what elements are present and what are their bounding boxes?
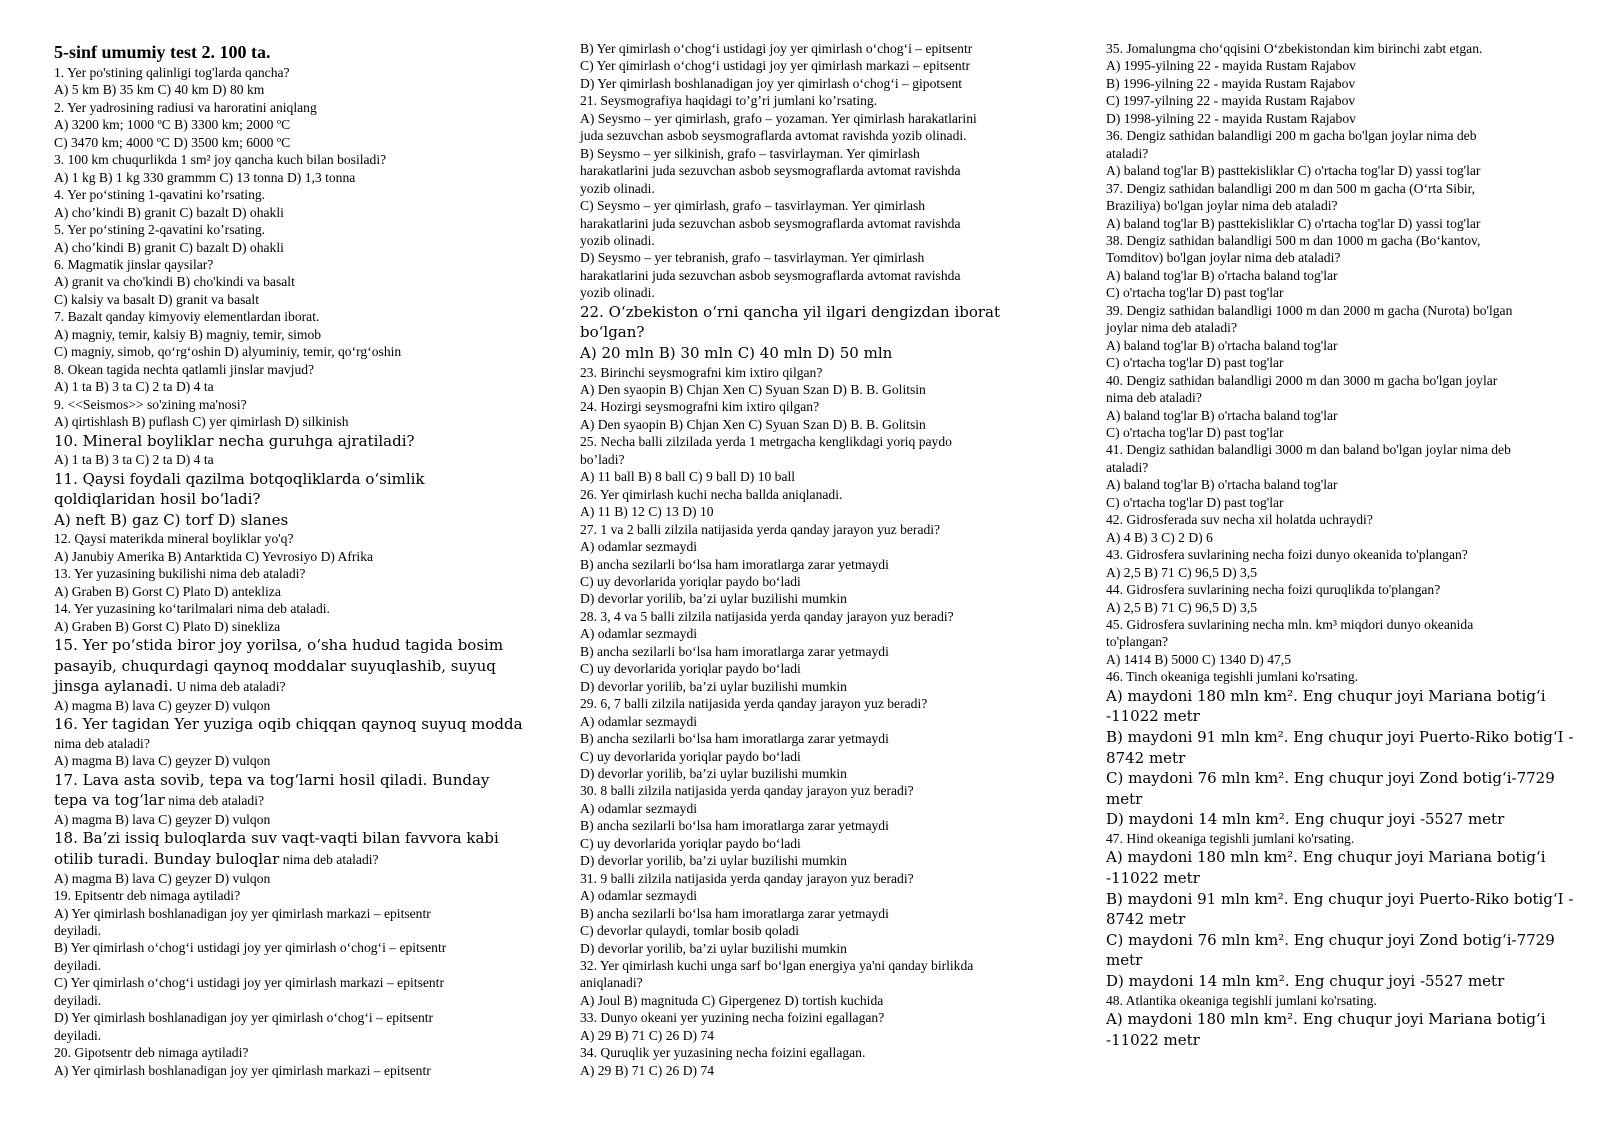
text-line: 40. Dengiz sathidan balandligi 2000 m dan 3000 m gacha bo'lgan joylar [1106,372,1498,388]
text-line: B) Yer qimirlash o‘chog‘i ustidagi joy yer qimirlash o‘chog‘i – epitsentr [580,41,973,56]
text-line: 6. Magmatik jinslar qaysilar? [54,256,214,272]
col1-lines-b [54,451,524,468]
text-line: 26. Yer qimirlash kuchi necha ballda aniqlanadi. [580,486,843,502]
text-line: to'plangan? [1106,634,1169,650]
q47-options [1106,847,1576,991]
q15-answers: A) magma B) lava C) geyzer D) vulqon [54,697,271,713]
col1-lines-d [54,887,524,1079]
text-line: C) o'rtacha tog'lar D) past tog'lar [1106,494,1284,510]
text-line: C) uy devorlarida yoriqlar paydo bo‘ladi [580,835,801,851]
text-line: 9. <<Seismos>> so'zining ma'nosi? [54,396,247,412]
text-line: C) devorlar qulaydi, tomlar bosib qoladi [580,923,799,939]
text-line: 2. Yer yadrosining radiusi va haroratini aniqlang [54,99,317,115]
text-line: yozib olinadi. [580,285,655,301]
text-line: 5. Yer po‘stining 2-qavatini ko’rsating. [54,222,266,238]
text-line: A) odamlar sezmaydi [580,800,698,816]
q48-options [1106,1009,1576,1050]
text-line: aniqlanadi? [580,975,643,991]
text-line: D) devorlar yorilib, ba’zi uylar buzilishi mumkin [580,591,847,607]
text-line: yozib olinadi. [580,180,655,196]
text-line: D) 1998-yilning 22 - mayida Rustam Rajabov [1106,110,1356,126]
text-line: 21. Seysmografiya haqidagi to’g’ri jumlani ko’rsating. [580,93,878,109]
text-line: A) Graben B) Gorst C) Plato D) sinekliza [54,618,281,634]
text-line: 3. 100 km chuqurlikda 1 sm² joy qancha kuch bilan bosiladi? [54,152,387,168]
text-line: A) baland tog'lar B) pasttekisliklar C) o'rtacha tog'lar D) yassi tog'lar [1106,163,1481,179]
text-line: harakatlarini juda sezuvchan asbob seysmograflarda avtomat ravishda [580,163,961,179]
text-line: A) odamlar sezmaydi [580,713,698,729]
text-line: 38. Dengiz sathidan balandligi 500 m dan 1000 m gacha (Bo‘kantov, [1106,232,1481,248]
text-line: 41. Dengiz sathidan balandligi 3000 m dan baland bo'lgan joylar nima deb [1106,442,1511,458]
text-line: B) ancha sezilarli bo‘lsa ham imoratlarga zarar yetmaydi [580,556,889,572]
text-line: A) cho’kindi B) granit C) bazalt D) ohakli [54,204,284,220]
text-line: 35. Jomalungma cho‘qqisini O‘zbekistondan kim birinchi zabt etgan. [1106,41,1483,56]
text-line: A) 29 B) 71 C) 26 D) 74 [580,1027,715,1043]
q16-answers: A) magma B) lava C) geyzer D) vulqon [54,753,271,769]
col2-lines-a [580,40,1050,302]
text-line: 20. Gipotsentr deb nimaga aytiladi? [54,1045,249,1061]
column-2 [580,40,1050,1079]
text-line: 45. Gidrosfera suvlarining necha mln. km³ miqdori dunyo okeanida [1106,616,1474,632]
text-line: C) Seysmo – yer qimirlash, grafo – tasvirlayman. Yer qimirlash [580,198,926,214]
text-line: 34. Quruqlik yer yuzasining necha foizini egallagan. [580,1045,866,1061]
text-line: 33. Dunyo okeani yer yuzining necha foizini egallagan? [580,1010,885,1026]
text-line: A) baland tog'lar B) o'rtacha baland tog'lar [1106,337,1338,353]
text-line: 19. Epitsentr deb nimaga aytiladi? [54,888,241,904]
text-line: D) Yer qimirlash boshlanadigan joy yer qimirlash o‘chog‘i – gipotsent [580,75,963,91]
answer-option: A) maydoni 180 mln km². Eng chuqur joyi Mariana botig‘i -11022 metr [1106,1009,1546,1049]
q22-answers: A) 20 mln B) 30 mln C) 40 mln D) 50 mln [580,343,893,362]
text-line: A) 1 ta B) 3 ta C) 2 ta D) 4 ta [54,379,214,395]
text-line: A) 2,5 B) 71 C) 96,5 D) 3,5 [1106,599,1258,615]
text-line: A) baland tog'lar B) o'rtacha baland tog'lar [1106,407,1338,423]
text-line: 23. Birinchi seysmografni kim ixtiro qilgan? [580,364,823,380]
text-line: harakatlarini juda sezuvchan asbob seysmograflarda avtomat ravishda [580,267,961,283]
text-line: 13. Yer yuzasining bukilishi nima deb ataladi? [54,566,306,582]
text-line: C) Yer qimirlash o‘chog‘i ustidagi joy yer qimirlash markazi – epitsentr [54,975,444,991]
text-line: D) devorlar yorilib, ba’zi uylar buzilishi mumkin [580,766,847,781]
text-line: 44. Gidrosfera suvlarining necha foizi quruqlikda to'plangan? [1106,582,1441,598]
q15-question: 15. Yer po‘stida biror joy yorilsa, o‘sha hudud tagida bosim pasayib, chuqurdagi qaynoq moddalar suyuqlashib, suyuq jinsga aylanadi. U nima deb ataladi? [54,636,504,696]
text-line: 7. Bazalt qanday kimyoviy elementlardan iborat. [54,309,320,325]
text-line: Braziliya) bo'lgan joylar nima deb ataladi? [1106,198,1338,214]
text-line: A) baland tog'lar B) o'rtacha baland tog'lar [1106,477,1338,493]
text-line: D) devorlar yorilib, ba’zi uylar buzilishi mumkin [580,853,847,869]
text-line: A) odamlar sezmaydi [580,888,698,904]
page-title: 5-sinf umumiy test 2. 100 ta. [54,42,271,62]
text-line: 14. Yer yuzasining ko‘tarilmalari nima deb ataladi. [54,601,330,617]
text-line: A) Seysmo – yer qimirlash, grafo – yozaman. Yer qimirlash harakatlarini [580,110,977,126]
text-line: 31. 9 balli zilzila natijasida yerda qanday jarayon yuz beradi? [580,870,914,886]
text-line: juda sezuvchan asbob seysmograflarda avtomat ravishda yozib olinadi. [580,128,967,144]
text-line: 32. Yer qimirlash kuchi unga sarf bo‘lgan energiya ya'ni qanday birlikda [580,957,974,973]
q11-question: 11. Qaysi foydali qazilma botqoqliklarda o‘simlik qoldiqlaridan hosil bo‘ladi? [54,469,425,509]
text-line: 8. Okean tagida nechta qatlamli jinslar mavjud? [54,361,315,377]
q11-answers: A) neft B) gaz C) torf D) slanes [54,510,289,529]
text-line: 43. Gidrosfera suvlarining necha foizi dunyo okeanida to'plangan? [1106,547,1468,563]
col2-lines-b [580,364,1050,1080]
text-line: A) magniy, temir, kalsiy B) magniy, temir, simob [54,326,322,342]
text-line: A) 1995-yilning 22 - mayida Rustam Rajabov [1106,58,1356,74]
text-line: ataladi? [1106,145,1149,161]
text-line: B) ancha sezilarli bo‘lsa ham imoratlarga zarar yetmaydi [580,905,889,921]
text-line: C) 3470 km; 4000 ºC D) 3500 km; 6000 ºC [54,134,291,150]
text-line: C) Yer qimirlash o‘chog‘i ustidagi joy yer qimirlash markazi – epitsentr [580,58,970,74]
text-line: 39. Dengiz sathidan balandligi 1000 m dan 2000 m gacha (Nurota) bo'lgan [1106,302,1513,318]
text-line: A) 11 ball B) 8 ball C) 9 ball D) 10 ball [580,469,796,485]
text-line: joylar nima deb ataladi? [1106,320,1237,336]
q22-question: 22. O‘zbekiston o‘rni qancha yil ilgari dengizdan iborat bo‘lgan? [580,302,1001,342]
text-line: C) 1997-yilning 22 - mayida Rustam Rajabov [1106,93,1356,109]
text-line: yozib olinadi. [580,232,655,248]
text-line: A) qirtishlash B) puflash C) yer qimirlash D) silkinish [54,414,349,430]
text-line: A) odamlar sezmaydi [580,626,698,642]
text-line: 12. Qaysi materikda mineral boyliklar yo'q? [54,531,294,547]
text-line: B) Yer qimirlash o‘chog‘i ustidagi joy yer qimirlash o‘chog‘i – epitsentr [54,940,447,956]
text-line: A) Graben B) Gorst C) Plato D) antekliza [54,583,281,599]
text-line: 4. Yer po‘stining 1-qavatini ko’rsating. [54,187,266,203]
text-line: B) ancha sezilarli bo‘lsa ham imoratlarga zarar yetmaydi [580,818,889,834]
text-line: 28. 3, 4 va 5 balli zilzila natijasida yerda qanday jarayon yuz beradi? [580,608,954,624]
answer-option: C) maydoni 76 mln km². Eng chuqur joyi Zond botig‘i-7729 metr [1106,930,1555,970]
text-line: C) o'rtacha tog'lar D) past tog'lar [1106,285,1284,301]
text-line: A) odamlar sezmaydi [580,539,698,555]
text-line: deyiladi. [54,992,102,1008]
text-line: B) ancha sezilarli bo‘lsa ham imoratlarga zarar yetmaydi [580,731,889,747]
q17-question: 17. Lava asta sovib, tepa va tog‘larni hosil qiladi. Bunday tepa va tog‘lar nima deb ataladi? [54,770,490,810]
text-line: A) baland tog'lar B) pasttekisliklar C) o'rtacha tog'lar D) yassi tog'lar [1106,215,1481,231]
text-line: A) 1 kg B) 1 kg 330 grammm C) 13 tonna D) 1,3 tonna [54,169,356,185]
text-line: 24. Hozirgi seysmografni kim ixtiro qilgan? [580,399,820,415]
answer-option: B) maydoni 91 mln km². Eng chuqur joyi Puerto-Riko botig‘I - 8742 metr [1106,889,1574,929]
text-line: A) cho’kindi B) granit C) bazalt D) ohakli [54,239,284,255]
column-1 [54,40,524,1079]
text-line: ataladi? [1106,459,1149,475]
text-line: C) o'rtacha tog'lar D) past tog'lar [1106,355,1284,371]
text-line: B) Seysmo – yer silkinish, grafo – tasvirlayman. Yer qimirlash [580,145,920,161]
q16-question: 16. Yer tagidan Yer yuziga oqib chiqqan qaynoq suyuq modda [54,715,523,734]
text-line: 1. Yer po'stining qalinligi tog'larda qancha? [54,65,290,80]
text-line: 37. Dengiz sathidan balandligi 200 m dan 500 m gacha (O‘rta Sibir, [1106,180,1476,196]
q47-question: 47. Hind okeaniga tegishli jumlani ko'rsating. [1106,830,1355,846]
text-line: C) uy devorlarida yoriqlar paydo bo‘ladi [580,574,801,590]
text-line: C) uy devorlarida yoriqlar paydo bo‘ladi [580,661,801,677]
text-line: C) o'rtacha tog'lar D) past tog'lar [1106,424,1284,440]
q18-question: 18. Ba’zi issiq buloqlarda suv vaqt-vaqti bilan favvora kabi otilib turadi. Bunday buloqlar nima deb ataladi? [54,829,499,869]
text-line: A) 1414 B) 5000 C) 1340 D) 47,5 [1106,651,1292,667]
col3-lines-a [1106,40,1576,686]
text-line: A) Den syaopin B) Chjan Xen C) Syuan Szan D) B. B. Golitsin [580,382,926,398]
text-line: 46. Tinch okeaniga tegishli jumlani ko'rsating. [1106,669,1359,685]
text-line: D) Seysmo – yer tebranish, grafo – tasvirlayman. Yer qimirlash [580,250,925,266]
answer-option: C) maydoni 76 mln km². Eng chuqur joyi Zond botig‘i-7729 metr [1106,769,1555,808]
text-line: deyiladi. [54,922,102,938]
text-line: 36. Dengiz sathidan balandligi 200 m gacha bo'lgan joylar nima deb [1106,128,1477,144]
text-line: A) 2,5 B) 71 C) 96,5 D) 3,5 [1106,564,1258,580]
text-line: 29. 6, 7 balli zilzila natijasida yerda qanday jarayon yuz beradi? [580,696,928,712]
column-3 [1106,40,1576,1050]
text-line: C) kalsiy va basalt D) granit va basalt [54,291,259,307]
text-line: A) 11 B) 12 C) 13 D) 10 [580,504,714,520]
text-line: A) 29 B) 71 C) 26 D) 74 [580,1062,715,1078]
text-line: A) 1 ta B) 3 ta C) 2 ta D) 4 ta [54,452,214,468]
q10-question: 10. Mineral boyliklar necha guruhga ajratiladi? [54,431,415,450]
text-line: A) Joul B) magnituda C) Gipergenez D) tortish kuchida [580,992,884,1008]
text-line: A) granit va cho'kindi B) cho'kindi va basalt [54,274,295,290]
text-line: D) devorlar yorilib, ba’zi uylar buzilishi mumkin [580,940,847,956]
q46-options [1106,686,1576,830]
text-line: D) Yer qimirlash boshlanadigan joy yer qimirlash o‘chog‘i – epitsentr [54,1010,434,1026]
text-line: A) baland tog'lar B) o'rtacha baland tog'lar [1106,267,1338,283]
text-line: C) uy devorlarida yoriqlar paydo bo‘ladi [580,748,801,764]
text-line: 30. 8 balli zilzila natijasida yerda qanday jarayon yuz beradi? [580,783,914,799]
text-line: 25. Necha balli zilzilada yerda 1 metrgacha kenglikdagi yoriq paydo [580,434,952,450]
text-line: deyiladi. [54,957,102,973]
text-line: 27. 1 va 2 balli zilzila natijasida yerda qanday jarayon yuz beradi? [580,521,941,537]
answer-option: A) maydoni 180 mln km². Eng chuqur joyi Mariana botig‘i -11022 metr [1106,686,1546,726]
text-line: C) magniy, simob, qo‘rg‘oshin D) alyuminiy, temir, qo‘rg‘oshin [54,344,402,360]
answer-option: D) maydoni 14 mln km². Eng chuqur joyi -5527 metr [1106,810,1505,829]
text-line: A) 5 km B) 35 km C) 40 km D) 80 km [54,82,265,98]
text-line: B) ancha sezilarli bo‘lsa ham imoratlarga zarar yetmaydi [580,643,889,659]
text-line: B) 1996-yilning 22 - mayida Rustam Rajabov [1106,75,1356,91]
answer-option: D) maydoni 14 mln km². Eng chuqur joyi -5527 metr [1106,971,1505,990]
text-line: D) devorlar yorilib, ba’zi uylar buzilishi mumkin [580,678,847,694]
text-line: A) 3200 km; 1000 ºC B) 3300 km; 2000 ºC [54,117,291,133]
text-line: bo’ladi? [580,451,625,467]
text-line: harakatlarini juda sezuvchan asbob seysmograflarda avtomat ravishda [580,215,961,231]
text-line: Tomditov) bo'lgan joylar nima deb ataladi? [1106,250,1341,266]
answer-option: A) maydoni 180 mln km². Eng chuqur joyi Mariana botig‘i -11022 metr [1106,848,1546,887]
text-line: 42. Gidrosferada suv necha xil holatda uchraydi? [1106,512,1373,528]
text-line: A) Den syaopin B) Chjan Xen C) Syuan Szan D) B. B. Golitsin [580,416,926,432]
text-line: deyiladi. [54,1027,102,1043]
col1-lines [54,64,524,431]
text-line: nima deb ataladi? [1106,390,1202,406]
q48-question: 48. Atlantika okeaniga tegishli jumlani ko'rsating. [1106,992,1377,1008]
text-line: A) Janubiy Amerika B) Antarktida C) Yevrosiyo D) Afrika [54,548,374,564]
q17-answers: A) magma B) lava C) geyzer D) vulqon [54,811,271,827]
col1-lines-c [54,530,524,635]
q18-answers: A) magma B) lava C) geyzer D) vulqon [54,870,271,886]
text-line: A) Yer qimirlash boshlanadigan joy yer qimirlash markazi – epitsentr [54,905,431,921]
answer-option: B) maydoni 91 mln km². Eng chuqur joyi Puerto-Riko botig‘I - 8742 metr [1106,727,1574,767]
text-line: A) Yer qimirlash boshlanadigan joy yer qimirlash markazi – epitsentr [54,1062,431,1078]
q16-question-tail: nima deb ataladi? [54,735,150,751]
text-line: A) 4 B) 3 C) 2 D) 6 [1106,529,1213,545]
